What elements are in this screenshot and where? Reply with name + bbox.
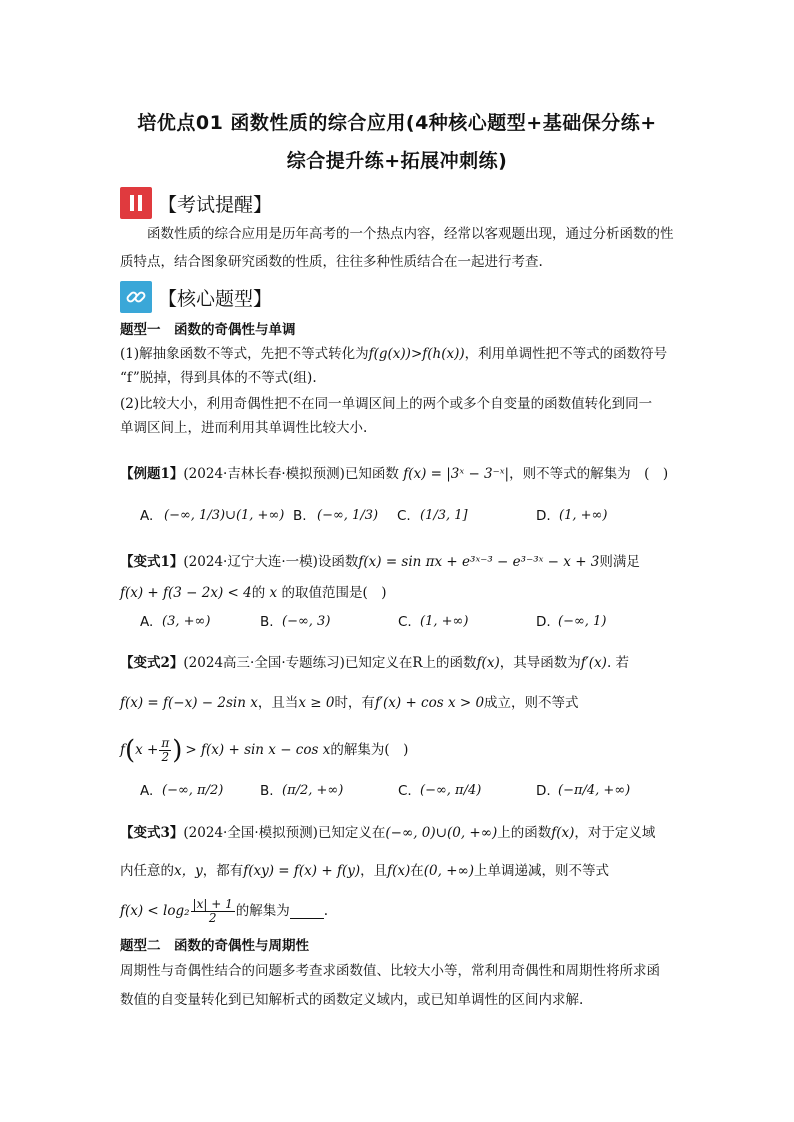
variant2-line2 [120, 692, 690, 714]
section-core-header [120, 280, 272, 314]
variant3-stem-b: 上的函数 [497, 825, 552, 841]
document-title-line2: 综合提升练+拓展冲刺练) [286, 150, 508, 172]
variant3-fx: f(x) [551, 825, 575, 841]
variant1-option-c: (1, +∞) [420, 614, 469, 629]
example1-function: f(x) = |3ˣ − 3⁻ˣ| [403, 466, 510, 482]
variant1-stem-b: 则满足 [599, 554, 640, 570]
example1-source: (2024·吉林长春·模拟预测) [183, 466, 345, 482]
variant2-derivative-ineq: f′(x) + cos x > 0 [374, 695, 485, 711]
example1-stem [120, 463, 690, 485]
variant1-stem [120, 551, 690, 573]
variant2-option-a: (−∞, π/2) [162, 783, 224, 798]
variant1-option-d: (−∞, 1) [558, 614, 607, 629]
variant3-fx-2: f(x) [387, 863, 411, 879]
option-c-label: C. [398, 783, 412, 799]
variant1-option-b: (−∞, 3) [282, 614, 331, 629]
answer-blank[interactable] [290, 904, 324, 919]
variant2-source: (2024高三·全国·专题练习) [183, 655, 345, 671]
variant1-line2-tail: 的取值范围是( ) [281, 585, 387, 601]
variant2-stem-a: 已知定义在R上的函数 [344, 655, 477, 671]
variant3-line2-a: 内任意的 [120, 863, 174, 879]
type1-p1-text-c: ，利用单调性把不等式的函数符号 [464, 346, 668, 362]
type2-p-line1: 周期性与奇偶性结合的问题多考查求函数值、比较大小等，常利用奇偶性和周期性将所求函 [120, 963, 660, 979]
variant3-source: (2024·全国·模拟预测) [183, 825, 318, 841]
variant3-label: 【变式3】 [120, 825, 184, 841]
variant1-option-a: (3, +∞) [162, 614, 211, 629]
variant2-options [140, 775, 700, 809]
variant1-line2-text: 的 [251, 585, 266, 601]
variant3-log-argument: $\frac{|x| + 1}{2}$ [192, 896, 233, 925]
variant2-cond-x: x ≥ 0 [298, 695, 335, 711]
example1-stem-b: ，则不等式的解集为 ( ) [509, 466, 669, 482]
variant2-stem-c: . 若 [606, 655, 630, 671]
section-reminder-header [120, 186, 272, 220]
pause-bars-icon [120, 187, 152, 219]
option-a-label: A. [140, 614, 154, 630]
variant2-option-b: (π/2, +∞) [282, 783, 344, 798]
variant3-line2-d: 在 [410, 863, 424, 879]
type1-heading: 题型一 函数的奇偶性与单调 [120, 322, 296, 338]
variant2-rhs: > f(x) + sin x − cos x [185, 742, 331, 758]
variant2-fx: f(x) [476, 655, 500, 671]
option-b-label: B. [260, 614, 274, 630]
option-b-label: B. [260, 783, 274, 799]
link-chain-icon [120, 281, 152, 313]
type1-p1-math: f(g(x))>f(h(x)) [368, 346, 465, 362]
variant2-fpx: f′(x) [580, 655, 607, 671]
section-core-label: 【核心题型】 [158, 287, 273, 310]
variant3-line2-c: ，且 [360, 863, 388, 879]
variant3-line3-tail: 的解集为 [235, 903, 290, 919]
option-a-label: A. [140, 783, 154, 799]
type1-p1-line1 [120, 343, 690, 365]
variant3-functional-eq: f(xy) = f(x) + f(y) [243, 863, 361, 879]
example1-options [140, 500, 700, 534]
variant2-option-d: (−π/4, +∞) [558, 783, 631, 798]
example1-option-d: (1, +∞) [559, 508, 608, 523]
reminder-text: 函数性质的综合应用是历年高考的一个热点内容，经常以客观题出现，通过分析函数的性质特点，结合图象研究函数的性质，往往多种性质结合在一起进行考查. [120, 226, 674, 270]
variant1-inequality: f(x) + f(3 − 2x) < 4 [120, 585, 252, 601]
example1-option-a: (−∞, 1/3)∪(1, +∞) [164, 508, 285, 523]
document-title-line1: 培优点01 函数性质的综合应用(4种核心题型+基础保分练+ [137, 112, 657, 134]
variant2-stem-b: ，其导函数为 [499, 655, 581, 671]
variant3-line2 [120, 860, 690, 882]
variant2-lhs: f(x + $\frac{\pi}{2}$ ) [120, 735, 183, 765]
variant3-interval: (0, +∞) [423, 863, 475, 879]
type1-p1-text-a: (1)解抽象函数不等式，先把不等式转化为 [120, 346, 369, 362]
type1-p2-line2: 单调区间上，进而利用其单调性比较大小. [120, 420, 368, 436]
variant3-line2-b: ，都有 [202, 863, 244, 879]
section-reminder-label: 【考试提醒】 [158, 193, 273, 216]
variant2-stem [120, 652, 690, 674]
variant2-line3 [120, 734, 690, 766]
variant1-function: f(x) = sin πx + e³ˣ⁻³ − e³⁻³ˣ − x + 3 [358, 554, 600, 570]
option-b-label: B. [293, 508, 307, 524]
type1-p1-line2: “f”脱掉，得到具体的不等式(组). [120, 370, 317, 386]
variant2-line2-c: 成立，则不等式 [484, 695, 579, 711]
variant1-label: 【变式1】 [120, 554, 184, 570]
variant3-stem-c: ，对于定义域 [574, 825, 656, 841]
variant3-stem-a: 已知定义在 [317, 825, 386, 841]
variant3-stem [120, 822, 690, 844]
type1-p2-line1: (2)比较大小，利用奇偶性把不在同一单调区间上的两个或多个自变量的函数值转化到同一 [120, 396, 653, 412]
example1-label: 【例题1】 [120, 466, 184, 482]
variant1-variable: x [269, 585, 278, 601]
variant1-stem-a: 设函数 [317, 554, 359, 570]
variant1-options [140, 614, 700, 638]
option-a-label: A. [140, 508, 154, 524]
type2-p-line2: 数值的自变量转化到已知解析式的函数定义域内，或已知单调性的区间内求解. [120, 992, 584, 1008]
variant3-domain: (−∞, 0)∪(0, +∞) [385, 825, 498, 841]
variant2-line3-tail: 的解集为( ) [330, 742, 409, 758]
variant2-line2-b: 时，有 [334, 695, 375, 711]
variant2-condition: f(x) = f(−x) − 2sin x [120, 695, 258, 711]
variant2-option-c: (−∞, π/4) [420, 783, 482, 798]
example1-option-c: (1/3, 1] [420, 508, 468, 523]
type2-heading: 题型二 函数的奇偶性与周期性 [120, 938, 309, 954]
option-c-label: C. [397, 508, 411, 524]
option-d-label: D. [536, 614, 551, 630]
example1-option-b: (−∞, 1/3) [317, 508, 379, 523]
variant1-source: (2024·辽宁大连·一模) [183, 554, 318, 570]
variant3-lhs: f(x) < log₂ [120, 903, 190, 919]
option-c-label: C. [398, 614, 412, 630]
variant1-line2 [120, 582, 690, 604]
option-d-label: D. [536, 783, 551, 799]
option-d-label: D. [536, 508, 551, 524]
variant3-line2-e: 上单调递减，则不等式 [474, 863, 610, 879]
example1-stem-a: 已知函数 [344, 466, 399, 482]
variant3-xy: x，y [174, 863, 203, 879]
variant3-line3: f(x) < log₂ $\frac{|x| + 1}{2}$ 的解集为 . [120, 896, 329, 925]
variant2-line2-a: ，且当 [257, 695, 299, 711]
variant2-label: 【变式2】 [120, 655, 184, 671]
